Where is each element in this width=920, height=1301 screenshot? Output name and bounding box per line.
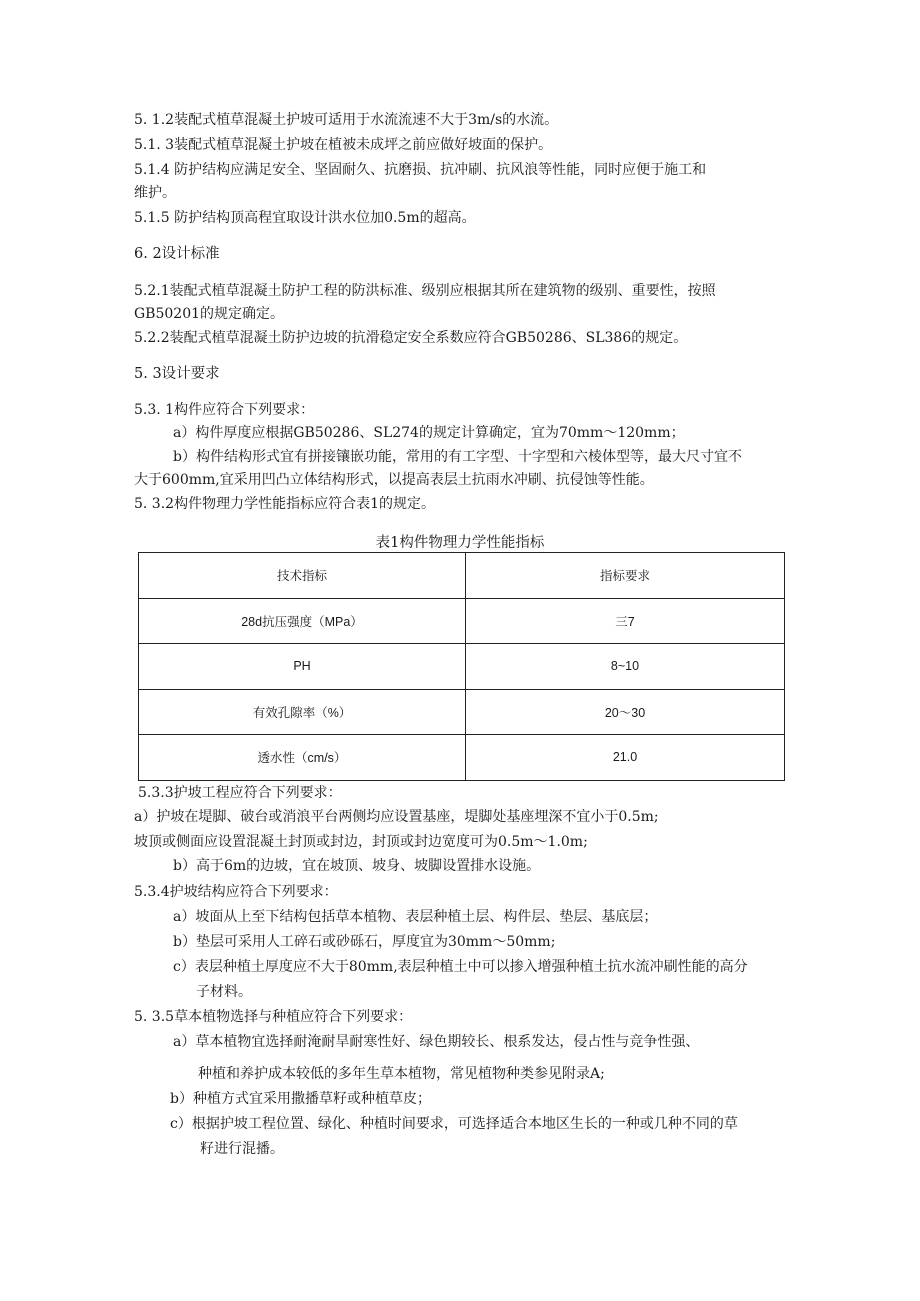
item-5-3-5-a: a）草本植物宜选择耐淹耐旱耐寒性好、绿色期较长、根系发达，侵占性与竞争性强、: [173, 1034, 700, 1050]
header-cell: 指标要求: [466, 553, 785, 599]
table-row: [139, 689, 785, 735]
item-5-3-4-b: b）垫层可采用人工碎石或砂砾石，厚度宜为30mm～50mm;: [173, 934, 556, 950]
para-5-3-5: 5. 3.5草本植物选择与种植应符合下列要求：: [134, 1009, 413, 1025]
item-5-3-1-a: a）构件厚度应根据GB50286、SL274的规定计算确定，宜为70mm～120mm；: [173, 425, 685, 441]
table-header-row: [139, 553, 785, 599]
table-row: [139, 735, 785, 781]
table-cell: 有效孔隙率（%）: [139, 689, 466, 735]
item-5-3-5-b: b）种植方式宜采用撒播草籽或种植草皮；: [170, 1091, 431, 1107]
item-5-3-4-a: a）坡面从上至下结构包括草本植物、表层种植土层、构件层、垫层、基底层；: [173, 909, 658, 925]
item-5-3-4-c: c）表层种植土厚度应不大于80mm,表层种植土中可以掺入增强种植土抗水流冲刷性能的高分: [173, 959, 748, 975]
section-heading-5-3: 5. 3设计要求: [134, 366, 220, 382]
spec-table: [138, 552, 785, 781]
table-cell: 8~10: [466, 644, 785, 690]
para-5-1-5: 5.1.5 防护结构顶高程宜取设计洪水位加0.5m的超高。: [134, 210, 476, 226]
item-5-3-3-b: b）高于6m的边坡，宜在坡顶、坡身、坡脚设置排水设施。: [173, 858, 541, 874]
item-5-3-1-b: b）构件结构形式宜有拼接镶嵌功能，常用的有工字型、十字型和六棱体型等，最大尺寸宜不: [173, 449, 742, 465]
table-cell: 28d抗压强度（MPa）: [139, 598, 466, 644]
para-5-1-4-cont: 维护。: [134, 185, 176, 201]
item-5-3-5-c-cont: 籽进行混播。: [200, 1141, 284, 1157]
table-cell: PH: [139, 644, 466, 690]
item-5-3-1-b-cont: 大于600mm,宜采用凹凸立体结构形式，以提高表层土抗雨水冲刷、抗侵蚀等性能。: [134, 472, 654, 488]
item-5-3-3-a: a）护坡在堤脚、破台或消浪平台两侧均应设置基座，堤脚处基座埋深不宜小于0.5m;: [134, 809, 659, 825]
para-5-3-4: 5.3.4护坡结构应符合下列要求：: [134, 884, 338, 900]
table-cell: 三7: [466, 598, 785, 644]
para-5-2-1-cont: GB50201的规定确定。: [134, 306, 285, 322]
table-cell: 21.0: [466, 735, 785, 781]
table-cell: 20～30: [466, 689, 785, 735]
item-5-3-3-a-cont: 坡顶或侧面应设置混凝土封顶或封边，封顶或封边宽度可为0.5m～1.0m;: [134, 834, 588, 850]
section-heading-6-2: 6. 2设计标准: [134, 246, 220, 262]
para-5-3-1: 5.3. 1构件应符合下列要求：: [134, 402, 315, 418]
para-5-1-3: 5.1. 3装配式植草混凝土护坡在植被未成坪之前应做好坡面的保护。: [134, 137, 553, 153]
item-5-3-4-c-cont: 子材料。: [196, 984, 252, 1000]
para-5-1-4: 5.1.4 防护结构应满足安全、坚固耐久、抗磨损、抗冲刷、抗风浪等性能，同时应便于施工和: [134, 162, 707, 178]
para-5-1-2: 5. 1.2装配式植草混凝土护坡可适用于水流流速不大于3m/s的水流。: [134, 112, 559, 128]
para-5-3-2: 5. 3.2构件物理力学性能指标应符合表1的规定。: [134, 496, 435, 512]
table-caption: 表1构件物理力学性能指标: [375, 535, 545, 551]
table-row: [139, 598, 785, 644]
item-5-3-5-c: c）根据护坡工程位置、绿化、种植时间要求，可选择适合本地区生长的一种或几种不同的草: [170, 1116, 738, 1132]
header-cell: 技术指标: [139, 553, 466, 599]
table-cell: 透水性（cm/s）: [139, 735, 466, 781]
item-5-3-5-a-cont: 种植和养护成本较低的多年生草本植物，常见植物种类参见附录A;: [198, 1066, 605, 1082]
para-5-3-3: 5.3.3护坡工程应符合下列要求：: [138, 785, 342, 801]
para-5-2-1: 5.2.1装配式植草混凝土防护工程的防洪标准、级别应根据其所在建筑物的级别、重要性，按照: [134, 283, 716, 299]
para-5-2-2: 5.2.2装配式植草混凝土防护边坡的抗滑稳定安全系数应符合GB50286、SL386的规定。: [134, 330, 688, 346]
table-row: [139, 644, 785, 690]
